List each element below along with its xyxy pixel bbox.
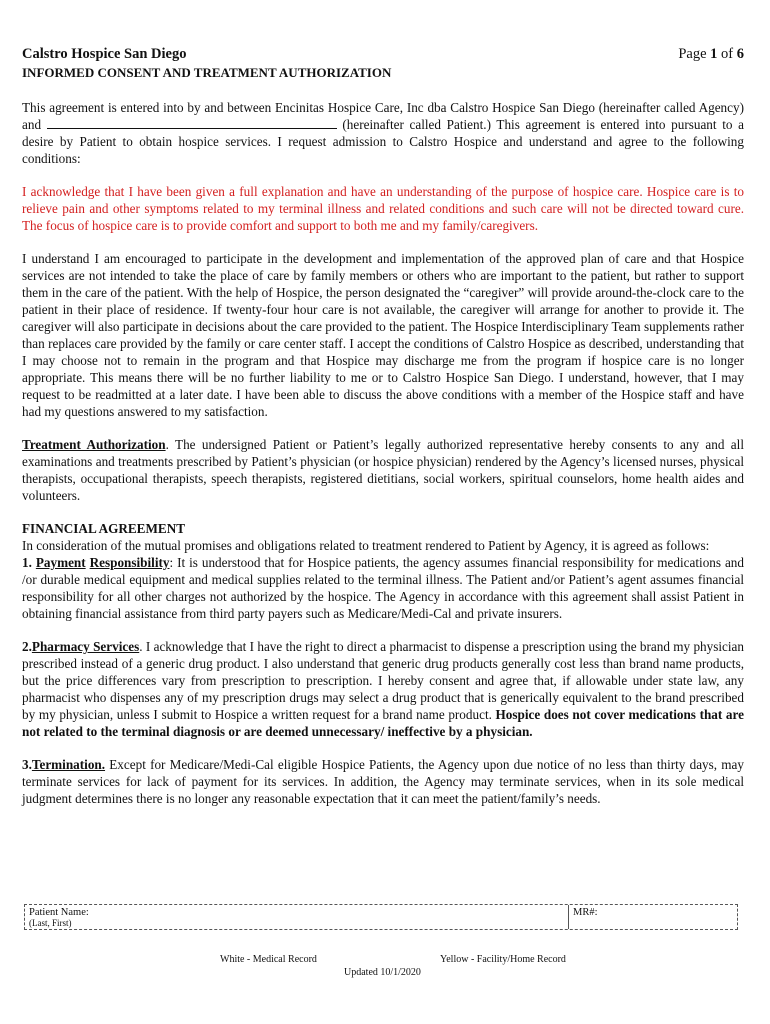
footer-updated-date: Updated 10/1/2020	[344, 967, 421, 978]
intro-paragraph: This agreement is entered into by and between Encinitas Hospice Care, Inc dba Calstro Hospice San Diego (hereinafter called Agency) and (hereinafter called Patient.) This agreement is entered into pursuant to a desire by Patient to obtain hospice services. I request admission to Calstro Hospice and understand and agree to the following conditions:	[22, 100, 744, 166]
payment-paragraph: 1. Payment Responsibility: It is understood that for Hospice patients, the agency assumes financial responsibility for medications and /or durable medical equipment and medical supplies related to the terminal illness. The Patient and/or Patient’s agent assumes financial responsibility for all other charges not authorized by the hospice. The Agency in accordance with this agreement shall assist Patient in obtaining financial assistance from third party payers such as Medicare/Medi-Cal and private insurers.	[22, 555, 744, 621]
acknowledgement-paragraph: I acknowledge that I have been given a full explanation and have an understanding of the purpose of hospice care. Hospice care is to relieve pain and other symptoms related to my terminal illness and related conditions and such care will not be directed toward cure. The focus of hospice care is to provide comfort and support to both me and my family/caregivers.	[22, 184, 744, 233]
termination-paragraph: 3.Termination. Except for Medicare/Medi-Cal eligible Hospice Patients, the Agency upon due notice of no less than thirty days, may terminate services for lack of payment for its services. In addition, the Agency may terminate services, when in its sole medical judgment determines there is no longer any reasonable expectation that it can meet the patient/family’s needs.	[22, 757, 744, 806]
header-row	[22, 46, 744, 63]
patient-name-blank[interactable]	[47, 116, 337, 129]
financial-section	[22, 520, 744, 622]
understanding-paragraph: I understand I am encouraged to participate in the development and implementation of the approved plan of care and that Hospice services are not intended to take the place of care by family members or others who are important to the patient, but rather to support them in the care of the patient. With the help of Hospice, the person designated the “caregiver” will provide around-the-clock care to the patient in their place of residence. If twenty-four hour care is not available, the caregiver will arrange for another to provide it. The caregiver will also participate in decisions about the care provided to the patient. The Hospice Interdisciplinary Team supplements rather than replaces care provided by the family or care center staff. I accept the conditions of Calstro Hospice as described, understanding that I may choose not to remain in the program and that Hospice may discharge me from the program if hospice care is no longer appropriate. This means there will be no further liability to me or to Calstro Hospice San Diego. I understand, however, that I may request to be readmitted at a later date. I have been able to discuss the above conditions with a member of the Hospice staff and have had my questions answered to my satisfaction.	[22, 251, 744, 419]
page-number: Page 1 of 6	[678, 46, 744, 62]
mr-number-field[interactable]: MR#:	[568, 905, 737, 929]
financial-intro: In consideration of the mutual promises and obligations related to treatment rendered to Patient by Agency, it is agreed as follows:	[22, 538, 710, 553]
financial-title: FINANCIAL AGREEMENT	[22, 521, 186, 536]
org-name: Calstro Hospice San Diego	[22, 46, 187, 62]
treatment-authorization-paragraph: Treatment Authorization. The undersigned Patient or Patient’s legally authorized representative hereby consents to any and all examinations and treatments prescribed by Patient’s physician (or hospice physician) rendered by the Agency’s licensed nurses, physical therapists, occupational therapists, speech therapists, registered dietitians, social workers, spiritual counselors, home health aides and volunteers.	[22, 437, 744, 503]
footer-white-copy: White - Medical Record	[220, 954, 317, 965]
footer-yellow-copy: Yellow - Facility/Home Record	[440, 954, 566, 965]
pharmacy-heading: Pharmacy Services	[31, 639, 140, 654]
termination-heading: Termination.	[31, 757, 106, 772]
patient-name-field[interactable]: Patient Name: (Last, First)	[29, 907, 89, 928]
pharmacy-paragraph: 2.Pharmacy Services. I acknowledge that I have the right to direct a pharmacist to dispense a prescription using the brand my physician prescribed instead of a generic drug product. I also understand that generic drug products generally cost less than brand name products, but the price differences vary from prescription to prescription. I hereby consent and agree that, if allowable under state law, any pharmacist who dispenses any of my prescription drugs may select a drug product that is generically equivalent to the brand prescribed by my physician, unless I submit to Hospice a written request for a brand name product. Hospice does not cover medications that are not related to the terminal diagnosis or are deemed unnecessary/ ineffective by a physician.	[22, 639, 744, 739]
treatment-heading: Treatment Authorization	[22, 437, 166, 452]
patient-info-box	[24, 904, 738, 930]
document-page	[22, 46, 744, 807]
document-title: INFORMED CONSENT AND TREATMENT AUTHORIZATION	[22, 65, 392, 80]
